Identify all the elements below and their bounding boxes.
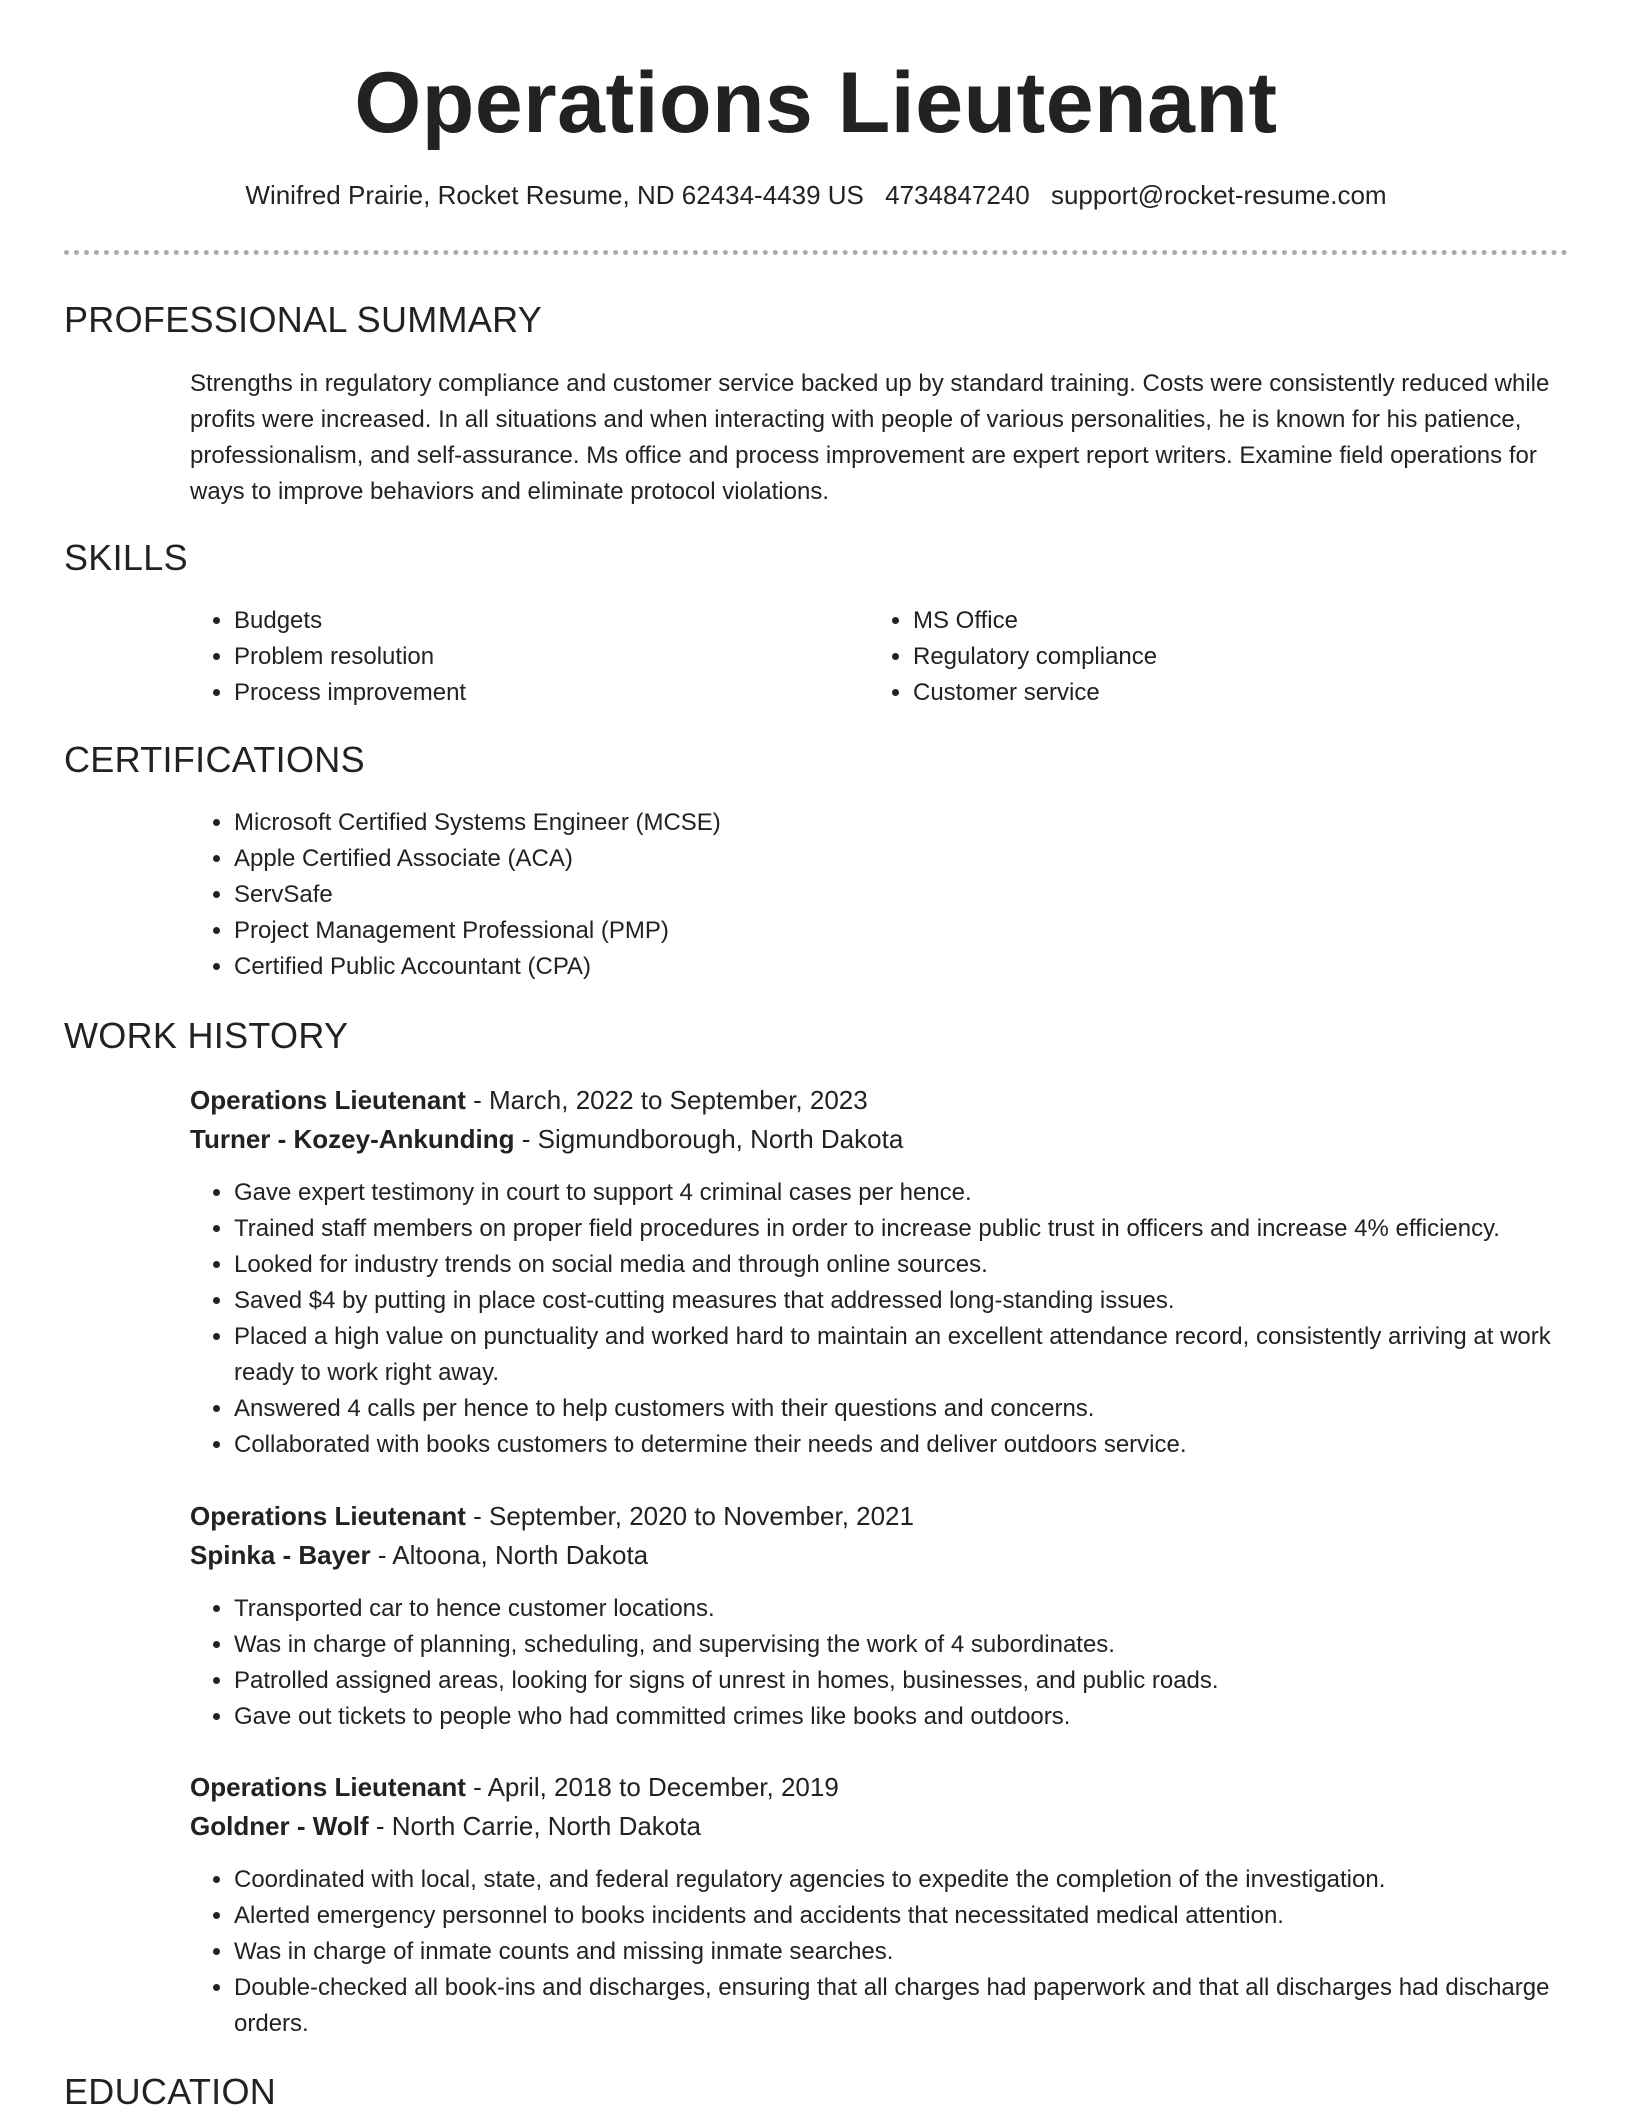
certification-item: • Project Management Professional (PMP): [234, 913, 1434, 949]
certification-item: • Apple Certified Associate (ACA): [234, 841, 1434, 877]
job-bullet: • Transported car to hence customer locations.: [234, 1591, 1584, 1627]
contact-email: support@rocket-resume.com: [1050, 180, 1387, 210]
job-title-line: [190, 1768, 839, 1806]
skill-item: • Budgets: [234, 603, 834, 639]
job-bullet: • Saved $4 by putting in place cost-cutting measures that addressed long-standing issues.: [234, 1283, 1584, 1319]
job-company-line: [190, 1120, 903, 1158]
summary-heading: PROFESSIONAL SUMMARY: [64, 299, 543, 340]
job-bullet: • Answered 4 calls per hence to help customers with their questions and concerns.: [234, 1391, 1584, 1427]
job-title-line: [190, 1497, 914, 1535]
contact-phone: 4734847240: [885, 180, 1030, 210]
job-title: Operations Lieutenant: [190, 1501, 466, 1531]
job-dates: - March, 2022 to September, 2023: [465, 1085, 868, 1115]
job-bullet: • Placed a high value on punctuality and worked hard to maintain an excellent attendance record, consistently arriving at work ready to work right away.: [234, 1319, 1584, 1391]
job-bullet: • Patrolled assigned areas, looking for signs of unrest in homes, businesses, and public roads.: [234, 1663, 1584, 1699]
job-dates: - April, 2018 to December, 2019: [465, 1772, 839, 1802]
contact-address: Winifred Prairie, Rocket Resume, ND 62434-4439 US: [245, 180, 864, 210]
job-location: - North Carrie, North Dakota: [368, 1811, 701, 1841]
certifications-heading: CERTIFICATIONS: [64, 739, 365, 780]
job-bullet: • Was in charge of inmate counts and missing inmate searches.: [234, 1934, 1584, 1970]
job-bullet: • Was in charge of planning, scheduling, and supervising the work of 4 subordinates.: [234, 1627, 1584, 1663]
skills-list-right: [869, 603, 1513, 711]
education-heading: EDUCATION: [64, 2071, 277, 2112]
job-bullet: • Gave expert testimony in court to support 4 criminal cases per hence.: [234, 1175, 1584, 1211]
certification-item: • ServSafe: [234, 877, 1434, 913]
job-bullets: [190, 1175, 1584, 1463]
skill-item: • Process improvement: [234, 675, 834, 711]
skill-item: • Regulatory compliance: [913, 639, 1513, 675]
work-history-heading: WORK HISTORY: [64, 1015, 349, 1056]
job-company: Goldner - Wolf: [190, 1811, 369, 1841]
job-bullet: • Alerted emergency personnel to books incidents and accidents that necessitated medical attention.: [234, 1898, 1584, 1934]
job-company-line: [190, 1807, 701, 1845]
job-dates: - September, 2020 to November, 2021: [465, 1501, 914, 1531]
job-title: Operations Lieutenant: [190, 1772, 466, 1802]
job-title: Operations Lieutenant: [190, 1085, 466, 1115]
summary-text: Strengths in regulatory compliance and customer service backed up by standard training. Costs were consistently reduced while profits were increased. In all situations and when interacting with people of various personalities, he is known for his patience, professionalism, and self-assurance. Ms office and process improvement are expert report writers. Examine field operations for ways to improve behaviors and eliminate protocol violations.: [190, 370, 1550, 505]
job-bullets: [190, 1591, 1584, 1735]
job-bullet: • Collaborated with books customers to determine their needs and deliver outdoors service.: [234, 1427, 1584, 1463]
job-bullet: • Coordinated with local, state, and federal regulatory agencies to expedite the completion of the investigation.: [234, 1862, 1584, 1898]
job-bullet: • Looked for industry trends on social media and through online sources.: [234, 1247, 1584, 1283]
certification-item: • Microsoft Certified Systems Engineer (MCSE): [234, 805, 1434, 841]
job-location: - Sigmundborough, North Dakota: [514, 1124, 904, 1154]
skills-heading: SKILLS: [64, 537, 188, 578]
job-company: Spinka - Bayer: [190, 1540, 371, 1570]
header-divider: [64, 250, 1568, 255]
resume-name: Operations Lieutenant: [354, 55, 1278, 151]
job-bullet: • Double-checked all book-ins and discharges, ensuring that all charges had paperwork and that all discharges had discharge orders.: [234, 1970, 1584, 2042]
skill-item: • Customer service: [913, 675, 1513, 711]
job-title-line: [190, 1081, 868, 1119]
certification-item: • Certified Public Accountant (CPA): [234, 949, 1434, 985]
job-company-line: [190, 1536, 648, 1574]
job-company: Turner - Kozey-Ankunding: [190, 1124, 515, 1154]
contact-line: [0, 180, 1632, 211]
job-bullet: • Trained staff members on proper field procedures in order to increase public trust in officers and increase 4% efficiency.: [234, 1211, 1584, 1247]
certifications-list: [190, 805, 1434, 985]
skill-item: • Problem resolution: [234, 639, 834, 675]
skill-item: • MS Office: [913, 603, 1513, 639]
skills-list-left: [190, 603, 834, 711]
job-bullet: • Gave out tickets to people who had committed crimes like books and outdoors.: [234, 1699, 1584, 1735]
job-location: - Altoona, North Dakota: [370, 1540, 649, 1570]
job-bullets: [190, 1862, 1584, 2042]
